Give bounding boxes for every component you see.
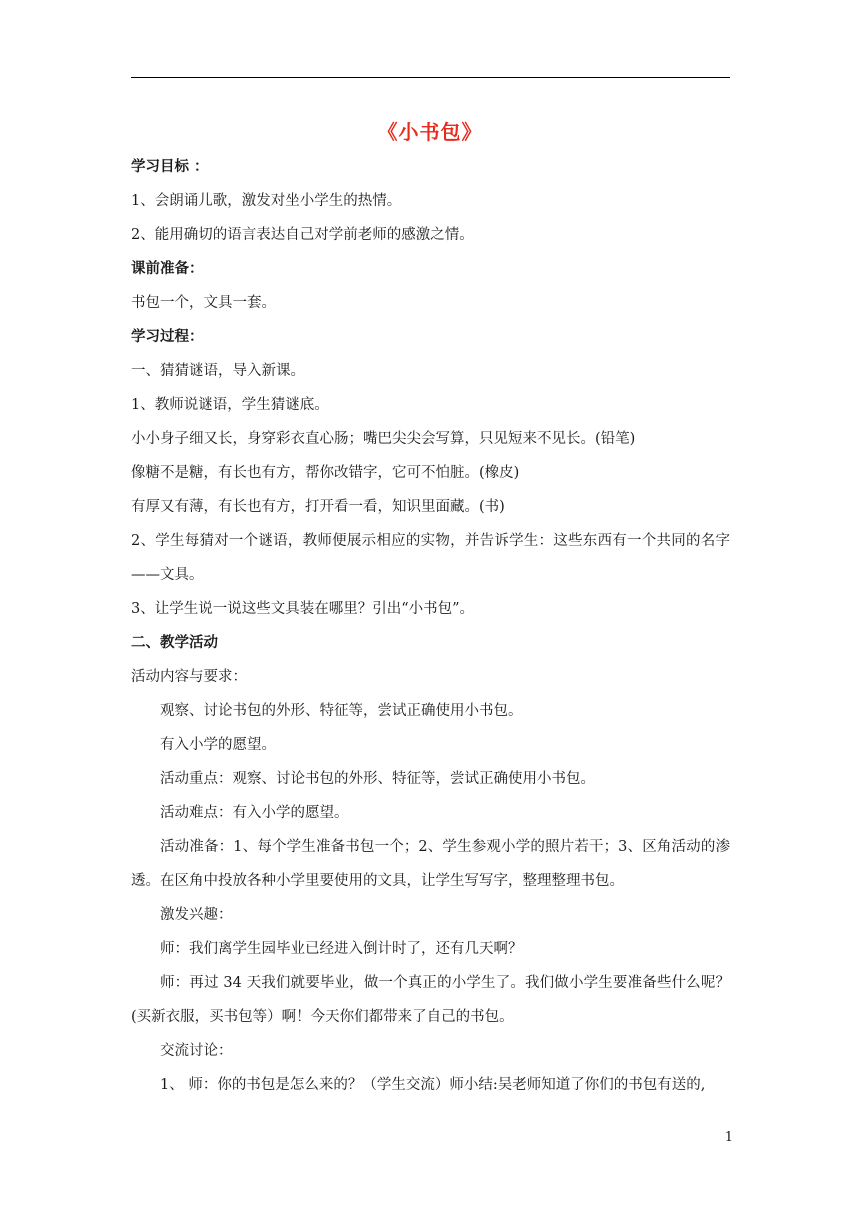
paragraph: 活动重点：观察、讨论书包的外形、特征等，尝试正确使用小书包。 <box>160 771 595 787</box>
paragraph: 观察、讨论书包的外形、特征等，尝试正确使用小书包。 <box>160 703 523 719</box>
paragraph: 活动准备：1、每个学生准备书包一个；2、学生参观小学的照片若干；3、区角活动的渗透。在区角中投放各种小学里要使用的文具，让学生写写字，整理整理书包。 <box>131 839 730 889</box>
section-heading-activity: 二、教学活动 <box>131 634 218 651</box>
document-title: 《小书包》 <box>377 120 483 144</box>
paragraph: 师：再过 34 天我们就要毕业，做一个真正的小学生了。我们做小学生要准备些什么呢？(买新衣服，买书包等）啊！今天你们都带来了自己的书包。 <box>131 975 730 1025</box>
paragraph: 有入小学的愿望。 <box>160 737 276 753</box>
header-rule <box>131 77 730 78</box>
paragraph: 2、学生每猜对一个谜语，教师便展示相应的实物，并告诉学生：这些东西有一个共同的名字——文具。 <box>131 533 730 583</box>
riddle-text: 像糖不是糖，有长也有方，帮你改错字，它可不怕脏。(橡皮) <box>131 465 520 481</box>
section-heading-process: 学习过程： <box>131 328 204 345</box>
riddle-text: 小小身子细又长，身穿彩衣直心肠；嘴巴尖尖会写算，只见短来不见长。(铅笔) <box>131 431 636 447</box>
paragraph: 2、能用确切的语言表达自己对学前老师的感激之情。 <box>131 227 474 243</box>
paragraph: 活动内容与要求： <box>131 669 247 685</box>
paragraph: 1、 师：你的书包是怎么来的？（学生交流）师小结:吴老师知道了你们的书包有送的, <box>160 1077 706 1093</box>
paragraph: 活动难点：有入小学的愿望。 <box>160 805 349 821</box>
section-heading-objectives: 学习目标 ： <box>131 158 209 175</box>
paragraph: 书包一个，文具一套。 <box>131 295 276 311</box>
paragraph: 激发兴趣： <box>160 907 233 923</box>
paragraph: 交流讨论： <box>160 1043 233 1059</box>
section-heading-preparation: 课前准备： <box>131 260 204 277</box>
riddle-text: 有厚又有薄，有长也有方，打开看一看，知识里面藏。(书) <box>131 499 505 515</box>
page-number: 1 <box>724 1130 733 1145</box>
paragraph: 师：我们离学生园毕业已经进入倒计时了，还有几天啊？ <box>160 941 523 957</box>
paragraph: 1、教师说谜语，学生猜谜底。 <box>131 397 329 413</box>
document-body <box>131 150 730 1102</box>
paragraph: 3、让学生说一说这些文具装在哪里？引出“小书包”。 <box>131 601 475 617</box>
paragraph: 1、会朗诵儿歌，激发对坐小学生的热情。 <box>131 193 402 209</box>
paragraph: 一、猜猜谜语，导入新课。 <box>131 363 305 379</box>
